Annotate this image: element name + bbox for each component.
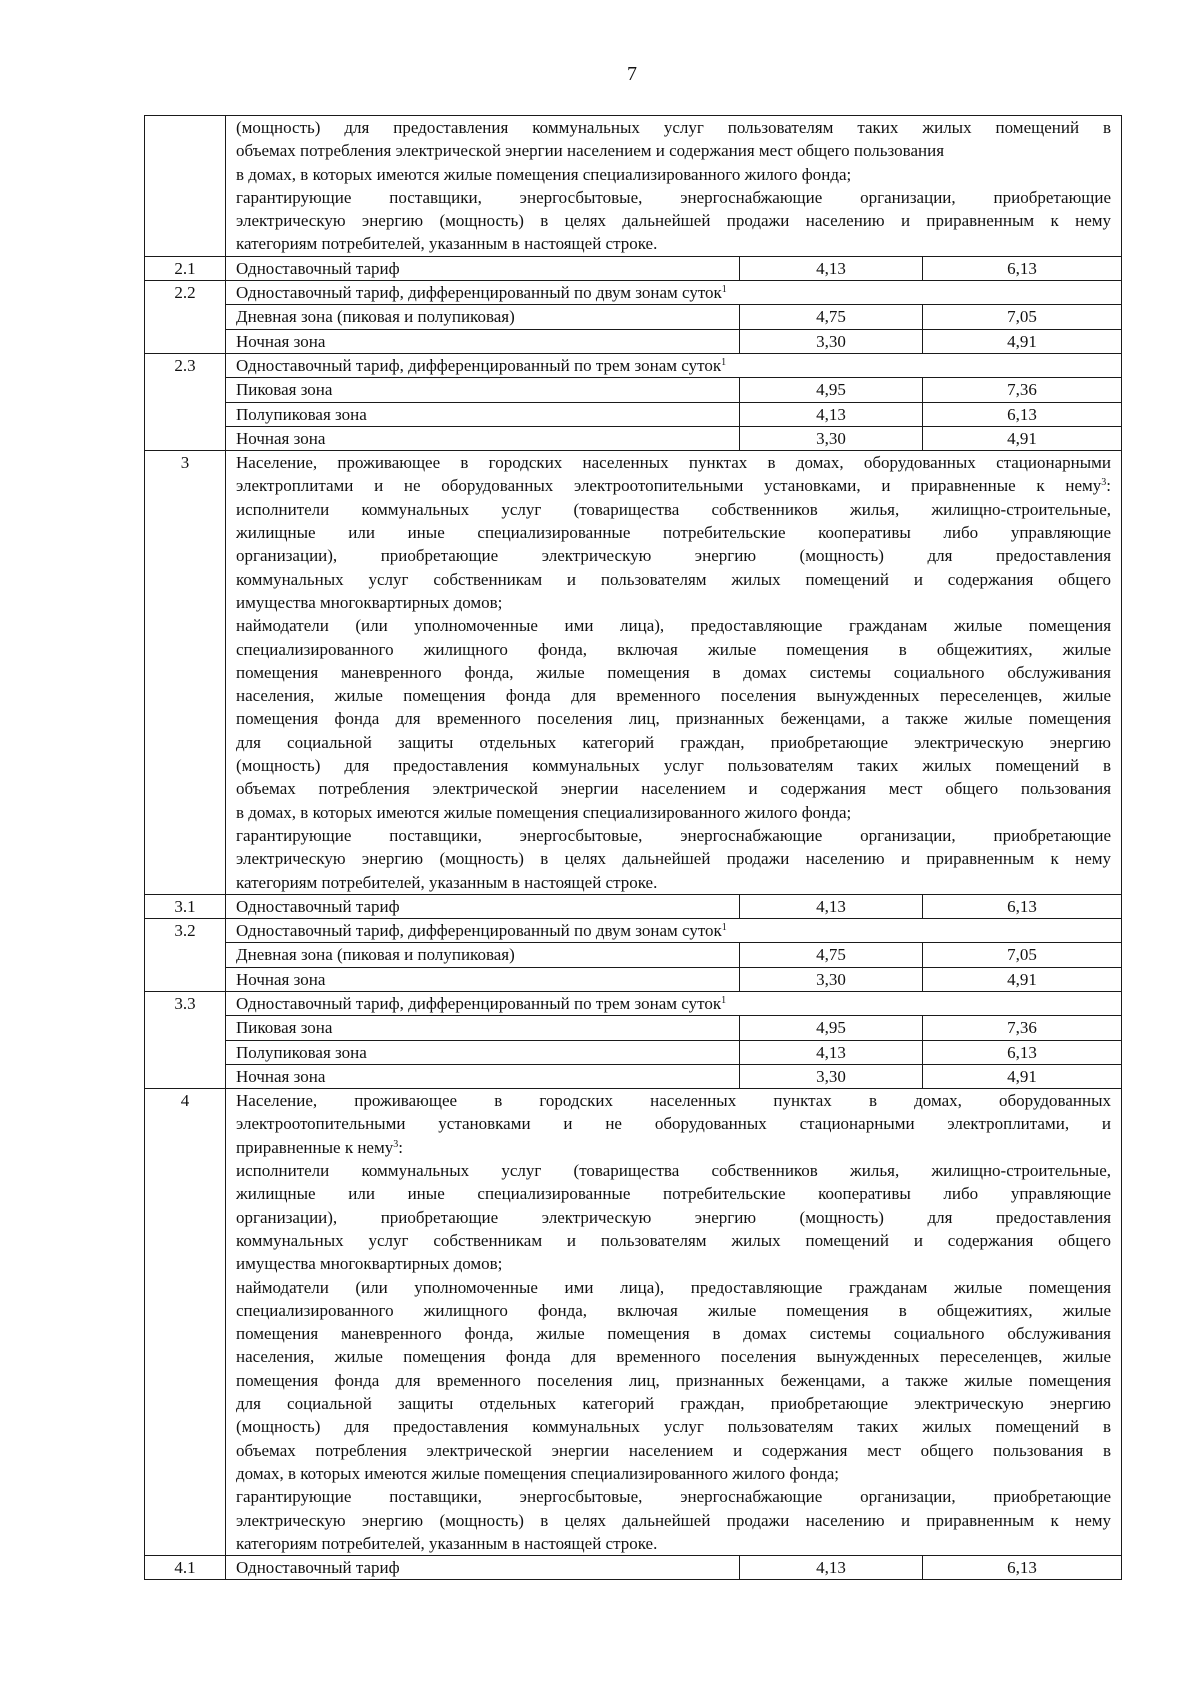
- tariff-value-2: 4,91: [923, 329, 1122, 353]
- description-line: специализированного жилищного фонда, включая жилые помещения в общежитиях, жилые: [236, 1300, 1112, 1320]
- tariff-value-2: 4,91: [923, 1064, 1122, 1088]
- description-line: организации), приобретающие электрическую энергию (мощность) для предоставления: [236, 546, 1112, 566]
- description-line: [236, 1136, 1111, 1159]
- zone-name: Ночная зона: [226, 1064, 740, 1088]
- table-row: [145, 943, 1122, 967]
- table-row: [145, 1089, 1122, 1556]
- tariff-value-2: 6,13: [923, 256, 1122, 280]
- table-row: [145, 402, 1122, 426]
- description-line: специализированного жилищного фонда, включая жилые помещения в общежитиях, жилые: [236, 639, 1112, 659]
- tariff-group-title: [226, 919, 1122, 943]
- tariff-name: Одноставочный тариф: [226, 256, 740, 280]
- description-line: жилищные или иные специализированные потребительские кооперативы либо управляющие: [236, 523, 1112, 543]
- description-line: гарантирующие поставщики, энергосбытовые, энергоснабжающие организации, приобретающие: [236, 187, 1112, 207]
- tariff-group-label: Одноставочный тариф, дифференцированный по трем зонам суток: [236, 993, 722, 1013]
- category-description: [226, 451, 1122, 895]
- tariff-value-1: 4,95: [740, 378, 923, 402]
- row-number: 4.1: [145, 1556, 226, 1580]
- table-row: [145, 1064, 1122, 1088]
- description-line: помещения маневренного фонда, жилые помещения в домах системы социального обслуживания: [236, 1324, 1112, 1344]
- tariff-value-1: 4,95: [740, 1016, 923, 1040]
- row-number: 3: [145, 451, 226, 895]
- description-line: гарантирующие поставщики, энергосбытовые, энергоснабжающие организации, приобретающие: [236, 825, 1112, 845]
- tariff-value-1: 4,75: [740, 943, 923, 967]
- table-row: [145, 967, 1122, 991]
- description-line: помещения фонда для временного поселения лиц, признанных беженцами, а также жилые помещения: [236, 709, 1112, 729]
- table-row: [145, 329, 1122, 353]
- description-line: для социальной защиты отдельных категорий граждан, приобретающие электрическую энергию: [236, 732, 1112, 752]
- tariff-value-1: 3,30: [740, 1064, 923, 1088]
- description-line: домах, в которых имеются жилые помещения специализированного жилого фонда;: [236, 1463, 839, 1483]
- description-line: электрическую энергию (мощность) в целях дальнейшей продажи населению и приравненным к нему: [236, 1510, 1112, 1530]
- zone-name: Дневная зона (пиковая и полупиковая): [226, 943, 740, 967]
- table-row: [145, 116, 1122, 257]
- row-number-cell: [145, 116, 226, 257]
- description-line: Население, проживающее в городских населенных пунктах в домах, оборудованных: [236, 1091, 1112, 1111]
- tariff-value-2: 6,13: [923, 402, 1122, 426]
- tariff-value-2: 4,91: [923, 967, 1122, 991]
- tariff-group-label: Одноставочный тариф, дифференцированный по трем зонам суток: [236, 355, 722, 375]
- description-line: помещения фонда для временного поселения лиц, признанных беженцами, а также жилые помещения: [236, 1370, 1112, 1390]
- heading-tail: :: [1106, 476, 1112, 496]
- row-number: 2.2: [145, 281, 226, 354]
- row-number: 3.3: [145, 991, 226, 1088]
- heading-tail: :: [398, 1137, 403, 1157]
- tariff-name: Одноставочный тариф: [226, 894, 740, 918]
- description-line: [236, 474, 1111, 497]
- footnote-marker: 1: [721, 356, 727, 368]
- zone-name: Дневная зона (пиковая и полупиковая): [226, 305, 740, 329]
- description-line: гарантирующие поставщики, энергосбытовые, энергоснабжающие организации, приобретающие: [236, 1487, 1112, 1507]
- description-line: объемах потребления электрической энергии населением и содержания мест общего пользования: [236, 141, 945, 161]
- table-row: [145, 353, 1122, 377]
- footnote-marker: 3: [1101, 477, 1107, 489]
- tariff-value-1: 4,13: [740, 402, 923, 426]
- description-line: населения, жилые помещения фонда для временного поселения вынужденных переселенцев, жилые: [236, 686, 1112, 706]
- description-line: наймодатели (или уполномоченные ими лица), предоставляющие гражданам жилые помещения: [236, 1277, 1112, 1297]
- zone-name: Пиковая зона: [226, 1016, 740, 1040]
- zone-name: Пиковая зона: [226, 378, 740, 402]
- tariff-value-2: 6,13: [923, 1040, 1122, 1064]
- table-row: [145, 1556, 1122, 1580]
- tariff-group-label: Одноставочный тариф, дифференцированный по двум зонам суток: [236, 283, 722, 303]
- description-line: населения, жилые помещения фонда для временного поселения вынужденных переселенцев, жилые: [236, 1347, 1112, 1367]
- table-row: [145, 1040, 1122, 1064]
- heading-text: электроплитами и не оборудованных электроотопительными установками, и приравненные к нему: [236, 476, 1102, 496]
- table-row: [145, 1016, 1122, 1040]
- description-line: для социальной защиты отдельных категорий граждан, приобретающие электрическую энергию: [236, 1394, 1112, 1414]
- description-line: категориям потребителей, указанным в настоящей строке.: [236, 1533, 658, 1553]
- table-row: [145, 451, 1122, 895]
- table-row: [145, 919, 1122, 943]
- tariff-value-1: 4,13: [740, 894, 923, 918]
- description-line: электрическую энергию (мощность) в целях дальнейшей продажи населению и приравненным к нему: [236, 211, 1112, 231]
- row-number: 2.1: [145, 256, 226, 280]
- zone-name: Ночная зона: [226, 426, 740, 450]
- tariff-value-1: 4,13: [740, 1040, 923, 1064]
- heading-text: приравненные к нему: [236, 1137, 394, 1157]
- description-line: в домах, в которых имеются жилые помещения специализированного жилого фонда;: [236, 164, 852, 184]
- description-line: помещения маневренного фонда, жилые помещения в домах системы социального обслуживания: [236, 662, 1112, 682]
- tariff-value-2: 7,05: [923, 305, 1122, 329]
- tariff-group-title: [226, 353, 1122, 377]
- description-line: объемах потребления электрической энергии населением и содержания мест общего пользования в: [236, 1440, 1112, 1460]
- row-number: 4: [145, 1089, 226, 1556]
- tariff-value-1: 3,30: [740, 967, 923, 991]
- description-line: электрическую энергию (мощность) в целях дальнейшей продажи населению и приравненным к нему: [236, 849, 1112, 869]
- description-line: (мощность) для предоставления коммунальных услуг пользователям таких жилых помещений в: [236, 118, 1112, 137]
- tariff-value-2: 6,13: [923, 1556, 1122, 1580]
- category-description: [226, 116, 1122, 257]
- description-line: Население, проживающее в городских населенных пунктах в домах, оборудованных стационарными: [236, 453, 1112, 473]
- description-line: имущества многоквартирных домов;: [236, 1254, 503, 1274]
- tariff-table: [144, 115, 1122, 1580]
- table-row: [145, 991, 1122, 1015]
- tariff-value-2: 4,91: [923, 426, 1122, 450]
- table-row: [145, 426, 1122, 450]
- tariff-value-1: 3,30: [740, 329, 923, 353]
- tariff-value-1: 4,75: [740, 305, 923, 329]
- zone-name: Полупиковая зона: [226, 402, 740, 426]
- tariff-group-label: Одноставочный тариф, дифференцированный по двум зонам суток: [236, 921, 722, 941]
- tariff-group-title: [226, 991, 1122, 1015]
- description-line: (мощность) для предоставления коммунальных услуг пользователям таких жилых помещений в: [236, 756, 1112, 776]
- description-line: объемах потребления электрической энергии населением и содержания мест общего пользования: [236, 779, 1112, 799]
- zone-name: Полупиковая зона: [226, 1040, 740, 1064]
- footnote-marker: 1: [721, 284, 727, 296]
- description-line: исполнители коммунальных услуг (товарищества собственников жилья, жилищно-строительные,: [236, 1161, 1112, 1181]
- tariff-name: Одноставочный тариф: [226, 1556, 740, 1580]
- category-description: [226, 1089, 1122, 1556]
- description-line: наймодатели (или уполномоченные ими лица), предоставляющие гражданам жилые помещения: [236, 616, 1112, 636]
- description-line: в домах, в которых имеются жилые помещения специализированного жилого фонда;: [236, 802, 852, 822]
- row-number: 3.2: [145, 919, 226, 992]
- tariff-value-2: 7,36: [923, 1016, 1122, 1040]
- description-line: организации), приобретающие электрическую энергию (мощность) для предоставления: [236, 1207, 1112, 1227]
- table-row: [145, 256, 1122, 280]
- footnote-marker: 1: [721, 994, 727, 1006]
- description-line: электроотопительными установками и не оборудованных стационарными электроплитами, и: [236, 1114, 1112, 1134]
- table-row: [145, 305, 1122, 329]
- description-line: коммунальных услуг собственникам и пользователям жилых помещений и содержания общего: [236, 1230, 1112, 1250]
- row-number: 3.1: [145, 894, 226, 918]
- row-number: 2.3: [145, 353, 226, 450]
- description-line: исполнители коммунальных услуг (товарищества собственников жилья, жилищно-строительные,: [236, 499, 1112, 519]
- footnote-marker: 3: [393, 1138, 399, 1150]
- description-line: (мощность) для предоставления коммунальных услуг пользователям таких жилых помещений в: [236, 1417, 1112, 1437]
- page-number: 7: [627, 63, 637, 85]
- tariff-value-1: 4,13: [740, 256, 923, 280]
- tariff-value-2: 7,05: [923, 943, 1122, 967]
- zone-name: Ночная зона: [226, 329, 740, 353]
- tariff-value-2: 6,13: [923, 894, 1122, 918]
- tariff-group-title: [226, 281, 1122, 305]
- table-row: [145, 378, 1122, 402]
- table-row: [145, 894, 1122, 918]
- description-line: категориям потребителей, указанным в настоящей строке.: [236, 234, 658, 254]
- description-line: категориям потребителей, указанным в настоящей строке.: [236, 872, 658, 892]
- tariff-value-1: 3,30: [740, 426, 923, 450]
- description-line: имущества многоквартирных домов;: [236, 592, 503, 612]
- table-row: [145, 281, 1122, 305]
- tariff-value-1: 4,13: [740, 1556, 923, 1580]
- description-line: жилищные или иные специализированные потребительские кооперативы либо управляющие: [236, 1184, 1112, 1204]
- footnote-marker: 1: [721, 922, 727, 934]
- tariff-value-2: 7,36: [923, 378, 1122, 402]
- zone-name: Ночная зона: [226, 967, 740, 991]
- description-line: коммунальных услуг собственникам и пользователям жилых помещений и содержания общего: [236, 569, 1112, 589]
